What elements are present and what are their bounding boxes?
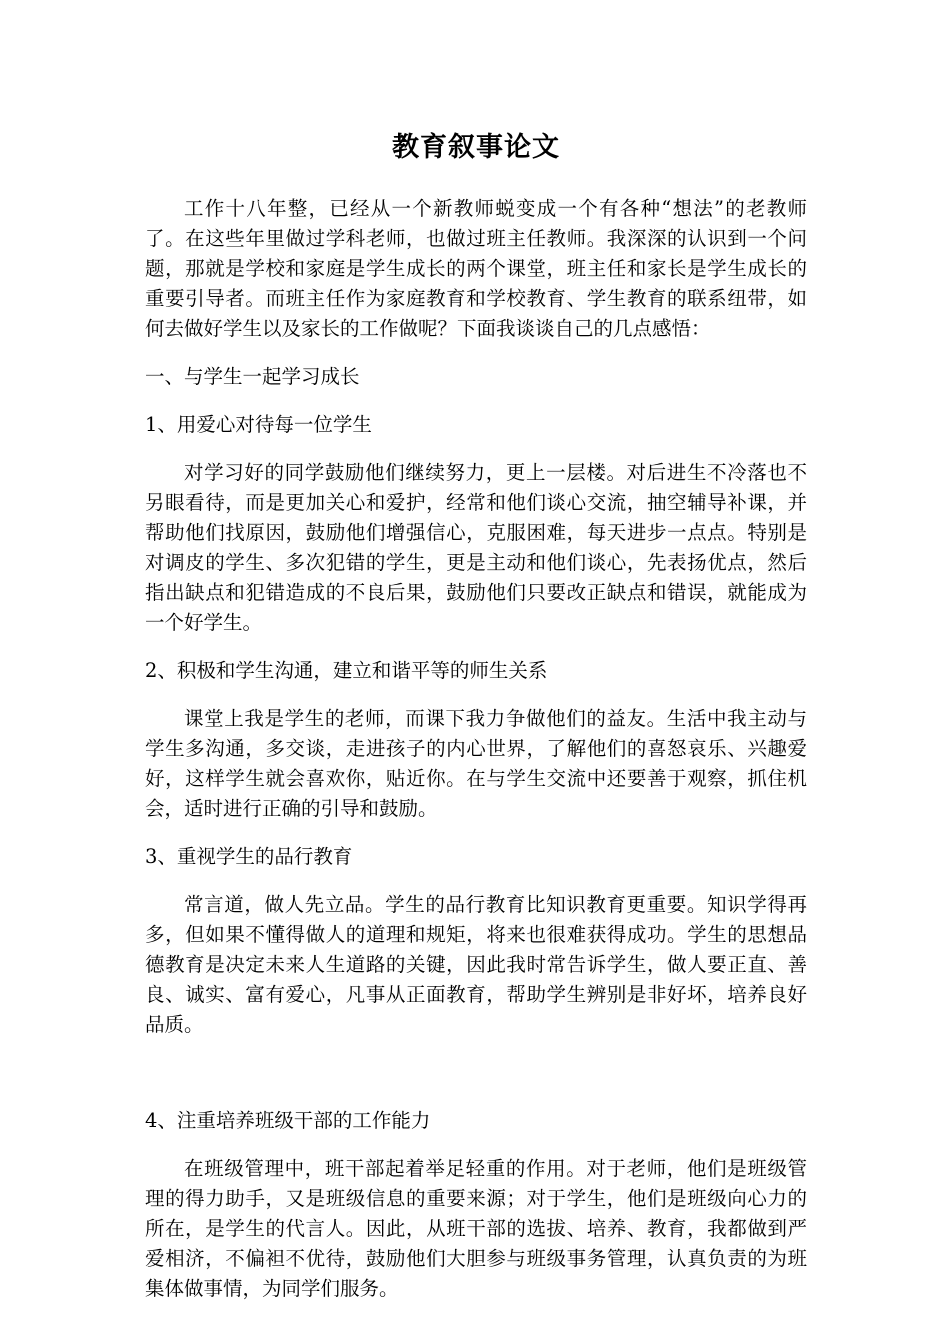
section-1-heading: 一、与学生一起学习成长	[145, 365, 360, 388]
subsection-3-heading: 3、重视学生的品行教育	[145, 845, 353, 868]
subsection-1-paragraph: 对学习好的同学鼓励他们继续努力，更上一层楼。对后进生不冷落也不另眼看待，而是更加关心和爱护，经常和他们谈心交流，抽空辅导补课，并帮助他们找原因，鼓励他们增强信心，克服困难，每天进步一点点。特别是对调皮的学生、多次犯错的学生，更是主动和他们谈心，先表扬优点，然后指出缺点和犯错造成的不良后果，鼓励他们只要改正缺点和错误，就能成为一个好学生。	[145, 461, 807, 634]
document-page	[145, 128, 807, 1322]
intro-paragraph: 工作十八年整，已经从一个新教师蜕变成一个有各种“想法”的老教师了。在这些年里做过学科老师，也做过班主任教师。我深深的认识到一个问题，那就是学校和家庭是学生成长的两个课堂，班主任和家长是学生成长的重要引导者。而班主任作为家庭教育和学校教育、学生教育的联系纽带，如何去做好学生以及家长的工作做呢？下面我谈谈自己的几点感悟：	[145, 197, 807, 340]
subsection-1-heading: 1、用爱心对待每一位学生	[145, 413, 372, 436]
subsection-4-paragraph: 在班级管理中，班干部起着举足轻重的作用。对于老师，他们是班级管理的得力助手，又是班级信息的重要来源；对于学生，他们是班级向心力的所在，是学生的代言人。因此，从班干部的选拔、培养、教育，我都做到严爱相济，不偏袒不优待，鼓励他们大胆参与班级事务管理，认真负责的为班集体做事情，为同学们服务。	[145, 1157, 807, 1300]
subsection-4-heading: 4、注重培养班级干部的工作能力	[145, 1109, 431, 1132]
subsection-3-paragraph: 常言道，做人先立品。学生的品行教育比知识教育更重要。知识学得再多，但如果不懂得做人的道理和规矩，将来也很难获得成功。学生的思想品德教育是决定未来人生道路的关键，因此我时常告诉学生，做人要正直、善良、诚实、富有爱心，凡事从正面教育，帮助学生辨别是非好坏，培养良好品质。	[145, 893, 807, 1036]
blank-spacer	[145, 1058, 807, 1106]
subsection-2-heading: 2、积极和学生沟通，建立和谐平等的师生关系	[145, 659, 548, 682]
document-title: 教育叙事论文	[392, 132, 560, 163]
subsection-2-paragraph: 课堂上我是学生的老师，而课下我力争做他们的益友。生活中我主动与学生多沟通，多交谈，走进孩子的内心世界，了解他们的喜怒哀乐、兴趣爱好，这样学生就会喜欢你，贴近你。在与学生交流中还要善于观察，抓住机会，适时进行正确的引导和鼓励。	[145, 707, 807, 820]
